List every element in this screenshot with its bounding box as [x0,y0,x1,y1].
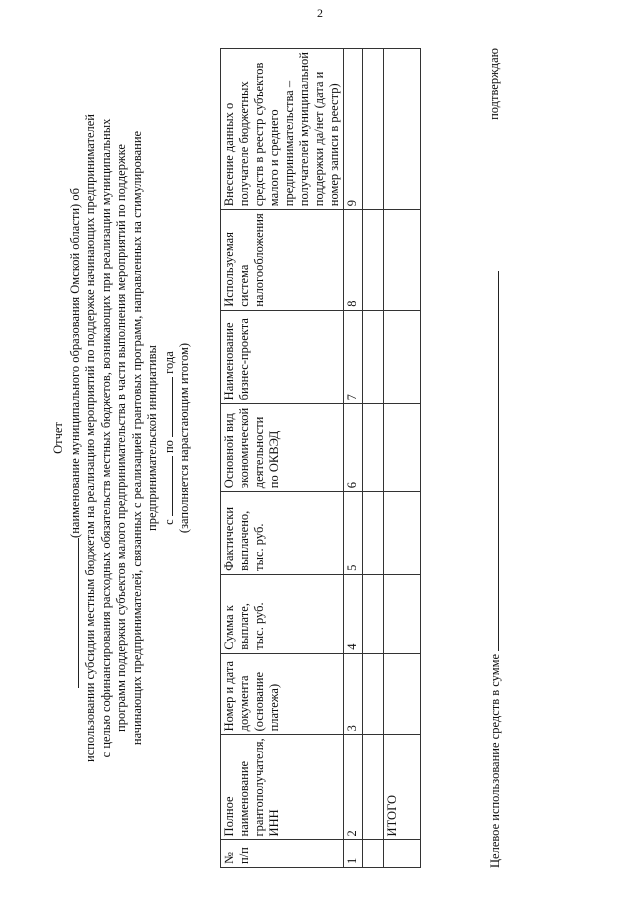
total-label: ИТОГО [384,735,421,840]
period-from-blank [161,456,173,516]
column-header: Используемая система налогообложения [221,210,344,311]
report-heading [51,8,193,868]
period-year: года [161,351,176,374]
period-from: с [161,519,176,525]
sum-blank [487,271,499,651]
body-line: программ поддержки субъектов малого предпринимательства в части выполнения мероприятий по поддержке [114,144,128,732]
footer-left-text: Целевое использование средств в сумме [488,653,502,868]
footer-line [487,48,503,868]
column-number: 3 [344,653,363,735]
column-number: 7 [344,310,363,404]
column-header: № п/п [221,840,344,868]
body-line: с целью софинансирования расходных обязательств местных бюджетов, возникающих при реализации муниципальных [98,118,113,758]
table-cell [363,653,384,735]
period-to-blank [161,377,173,437]
table-cell [384,404,421,492]
org-caption: (наименование муниципального образования Омской области) об [67,188,82,538]
table-cell [363,492,384,575]
column-header: Полное наименование грантополучателя, ИНН [221,735,344,840]
table-cell [384,492,421,575]
column-header: Номер и дата документа (основание платежа) [221,653,344,735]
period-line [161,8,178,868]
header-row [221,49,344,868]
table-cell [384,840,421,868]
table-cell [363,210,384,311]
footer-right-text: подтверждаю [487,48,501,120]
body-line: предпринимательской инициативы [145,345,159,531]
column-number: 5 [344,492,363,575]
body-line: использовании субсидии местным бюджетам на реализацию мероприятий по поддержке начинающих предпринимателей [83,114,97,762]
column-number: 1 [344,840,363,868]
report-title: Отчет [51,422,65,454]
period-note: (заполняется нарастающим итогом) [177,342,191,534]
table-cell [363,574,384,653]
table-cell [384,210,421,311]
column-header: Сумма к выплате, тыс. руб. [221,574,344,653]
table-cell [384,574,421,653]
column-header: Наименование бизнес-проекта [221,310,344,404]
column-number: 9 [344,49,363,210]
column-number: 6 [344,404,363,492]
table-cell [363,310,384,404]
column-header: Основной вид экономической деятельности по ОКВЭД [221,404,344,492]
column-number-row [344,49,363,868]
report-sheet [45,8,535,868]
table-cell [384,653,421,735]
table-cell [384,310,421,404]
page-number: 2 [317,6,323,20]
body-line: начинающих предпринимателей, связанных с реализацией грантовых программ, направленных на стимулирование [129,130,144,746]
table-cell [363,735,384,840]
table-cell [384,49,421,210]
org-caption-line [67,8,84,868]
period-to: по [161,440,176,454]
org-name-blank [67,538,79,688]
table-cell [363,49,384,210]
table-cell [363,404,384,492]
total-row [384,49,421,868]
report-table [220,48,421,868]
table-row [363,49,384,868]
column-header: Фактически выплачено, тыс. руб. [221,492,344,575]
column-number: 2 [344,735,363,840]
table-cell [363,840,384,868]
column-number: 8 [344,210,363,311]
column-header: Внесение данных о получателе бюджетных средств в реестр субъектов малого и среднего предпринимательства – получателей муниципальной поддержки да/нет (дата и номер записи в реестр) [221,49,344,210]
column-number: 4 [344,574,363,653]
